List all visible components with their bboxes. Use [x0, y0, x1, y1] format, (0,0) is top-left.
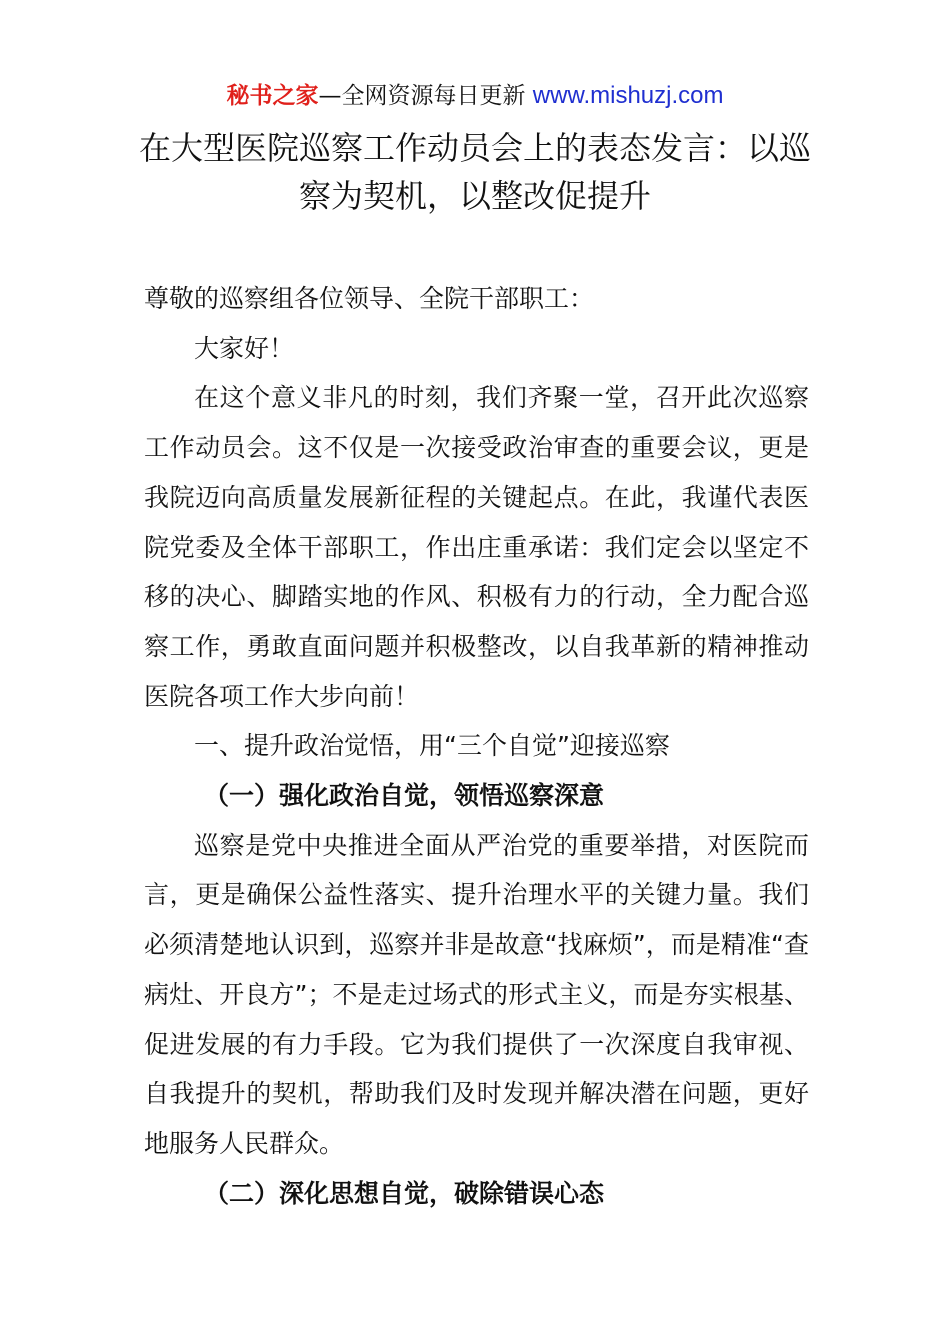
site-url[interactable]: www.mishuzj.com	[532, 82, 724, 109]
header-banner	[0, 80, 950, 112]
subsection-paragraph-1: 巡察是党中央推进全面从严治党的重要举措，对医院而言，更是确保公益性落实、提升治理水平的关键力量。我们必须清楚地认识到，巡察并非是故意“找麻烦”，而是精准“查病灶、开良方”；不是走过场式的形式主义，而是夯实根基、促进发展的有力手段。它为我们提供了一次深度自我审视、自我提升的契机，帮助我们及时发现并解决潜在问题，更好地服务人民群众。	[144, 830, 809, 1158]
greeting: 大家好！	[194, 333, 295, 363]
document-body	[144, 274, 809, 1218]
salutation: 尊敬的巡察组各位领导、全院干部职工：	[144, 284, 595, 313]
document-title: 在大型医院巡察工作动员会上的表态发言：以巡察为契机，以整改促提升	[138, 129, 811, 215]
section-heading-1: 一、提升政治觉悟，用“三个自觉”迎接巡察	[194, 731, 670, 761]
brand-name: 秘书之家	[226, 83, 319, 109]
subsection-heading-2: （二）深化思想自觉，破除错误心态	[204, 1178, 605, 1208]
opening-paragraph: 在这个意义非凡的时刻，我们齐聚一堂，召开此次巡察工作动员会。这不仅是一次接受政治审查的重要会议，更是我院迈向高质量发展新征程的关键起点。在此，我谨代表医院党委及全体干部职工，作出庄重承诺：我们定会以坚定不移的决心、脚踏实地的作风、积极有力的行动，全力配合巡察工作，勇敢直面问题并积极整改，以自我革新的精神推动医院各项工作大步向前！	[144, 383, 809, 711]
subsection-heading-1: （一）强化政治自觉，领悟巡察深意	[204, 781, 605, 811]
header-slogan: —全网资源每日更新	[318, 83, 533, 109]
